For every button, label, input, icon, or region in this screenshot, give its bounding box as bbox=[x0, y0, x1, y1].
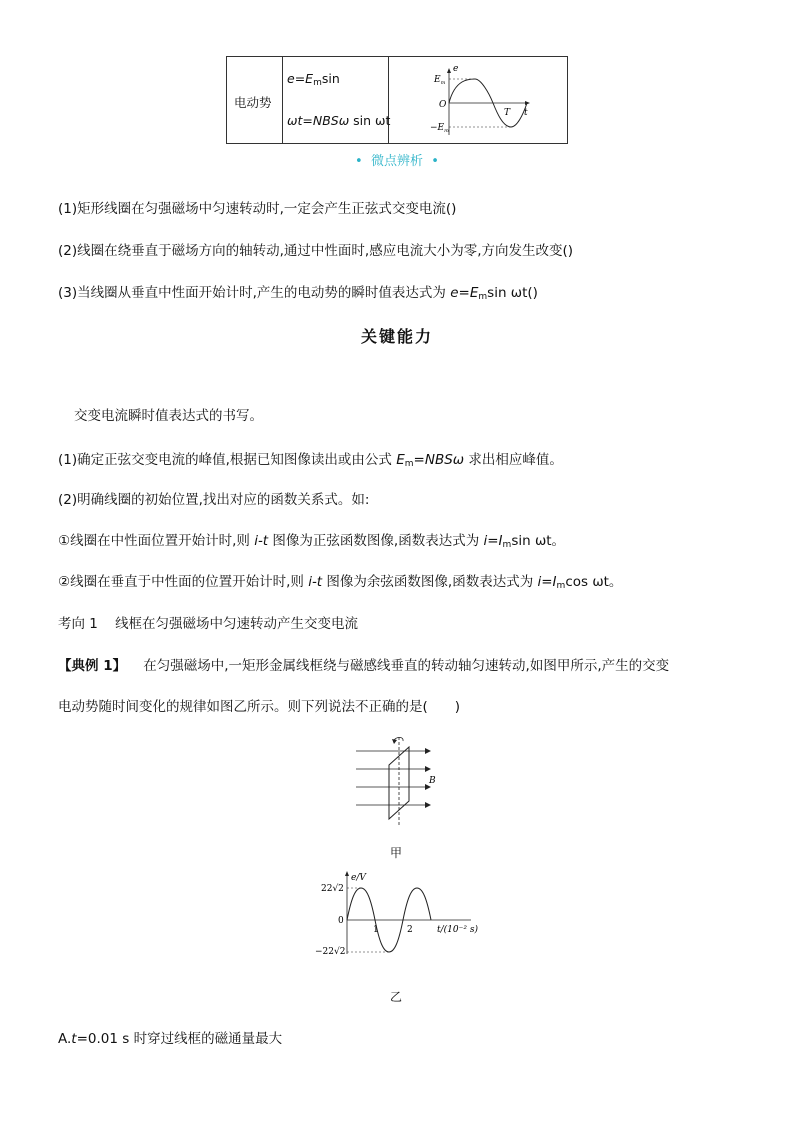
yi-tick-1: 1 bbox=[373, 925, 379, 935]
yi-ylabel: e/V bbox=[351, 873, 366, 883]
example-line-2: 电动势随时间变化的规律如图乙所示。则下列说法不正确的是( ) bbox=[58, 699, 461, 715]
step-2: (2)明确线圈的初始位置,找出对应的函数关系式。如: bbox=[58, 492, 370, 508]
judge-item-3: (3)当线圈从垂直中性面开始计时,产生的电动势的瞬时值表达式为 $e=E_m\sin$ ωt() bbox=[58, 285, 538, 302]
option-a: A.t=0.01 s 时穿过线框的磁通量最大 bbox=[58, 1031, 283, 1047]
yi-tick-2: 2 bbox=[407, 925, 413, 935]
table-row-label: 电动势 bbox=[234, 95, 272, 110]
step-1: (1)确定正弦交变电流的峰值,根据已知图像读出或由公式 $E_m=NBS\omega$ 求出相应峰值。 bbox=[58, 452, 563, 469]
bullet-right: • bbox=[431, 154, 439, 169]
emf-sine-graph bbox=[389, 57, 567, 143]
formula-table bbox=[226, 56, 568, 144]
graph-x-arrow bbox=[525, 101, 530, 105]
caption-yi: 乙 bbox=[390, 990, 403, 1004]
case-1: ①线圈在中性面位置开始计时,则 i-t 图像为正弦函数图像,函数表达式为 $i=I_m\sin$ ωt。 bbox=[58, 533, 566, 550]
table-label-cell bbox=[227, 57, 283, 143]
graph-label-em: $E_m$ bbox=[434, 75, 446, 86]
micro-title-text: 微点辨析 bbox=[370, 154, 423, 169]
judge-item-1: (1)矩形线圈在匀强磁场中匀速转动时,一定会产生正弦式交变电流() bbox=[58, 201, 457, 217]
formula-line-2: ωt=NBSω sin ωt bbox=[287, 113, 391, 128]
table-graph-cell bbox=[389, 57, 567, 143]
caption-jia: 甲 bbox=[390, 846, 403, 860]
section-heading: 关键能力 bbox=[360, 327, 433, 346]
yi-xlabel: t/(10⁻² s) bbox=[437, 925, 478, 935]
example-tag: 【典例 1】 bbox=[58, 658, 127, 674]
label-B: B bbox=[429, 776, 436, 786]
yi-tick-bottom: −22√2 bbox=[315, 947, 346, 957]
field-lines bbox=[356, 751, 427, 805]
graph-label-e: e bbox=[453, 64, 459, 74]
graph-label-neg-em: $-E_m$ bbox=[430, 123, 449, 134]
graph-y-arrow bbox=[447, 68, 451, 73]
formula-line-1: $e=E_m\sin$ bbox=[287, 71, 340, 88]
bullet-left: • bbox=[355, 154, 363, 169]
graph-label-T: T bbox=[504, 108, 511, 118]
figure-jia bbox=[352, 731, 442, 831]
table-formula-cell bbox=[283, 57, 389, 143]
graph-label-t: t bbox=[524, 108, 528, 118]
kaoxiang bbox=[58, 614, 358, 634]
graph-label-o: O bbox=[439, 100, 447, 110]
micro-title bbox=[0, 150, 794, 169]
yi-tick-zero: 0 bbox=[338, 916, 344, 926]
case-2: ②线圈在垂直于中性面的位置开始计时,则 i-t 图像为余弦函数图像,函数表达式为 $i=I_m\cos$ ωt。 bbox=[58, 574, 623, 591]
intro-text: 交变电流瞬时值表达式的书写。 bbox=[74, 408, 263, 424]
kaoxiang-label: 考向 1 bbox=[58, 616, 98, 632]
yi-tick-top: 22√2 bbox=[321, 884, 344, 894]
figure-yi bbox=[313, 868, 493, 958]
judge-item-2: (2)线圈在绕垂直于磁场方向的轴转动,通过中性面时,感应电流大小为零,方向发生改变() bbox=[58, 243, 574, 259]
kaoxiang-text: 线框在匀强磁场中匀速转动产生交变电流 bbox=[115, 616, 359, 632]
example-line-1: 【典例 1】 在匀强磁场中,一矩形金属线框绕与磁感线垂直的转动轴匀速转动,如图甲所示,产生的交变 bbox=[58, 658, 670, 674]
